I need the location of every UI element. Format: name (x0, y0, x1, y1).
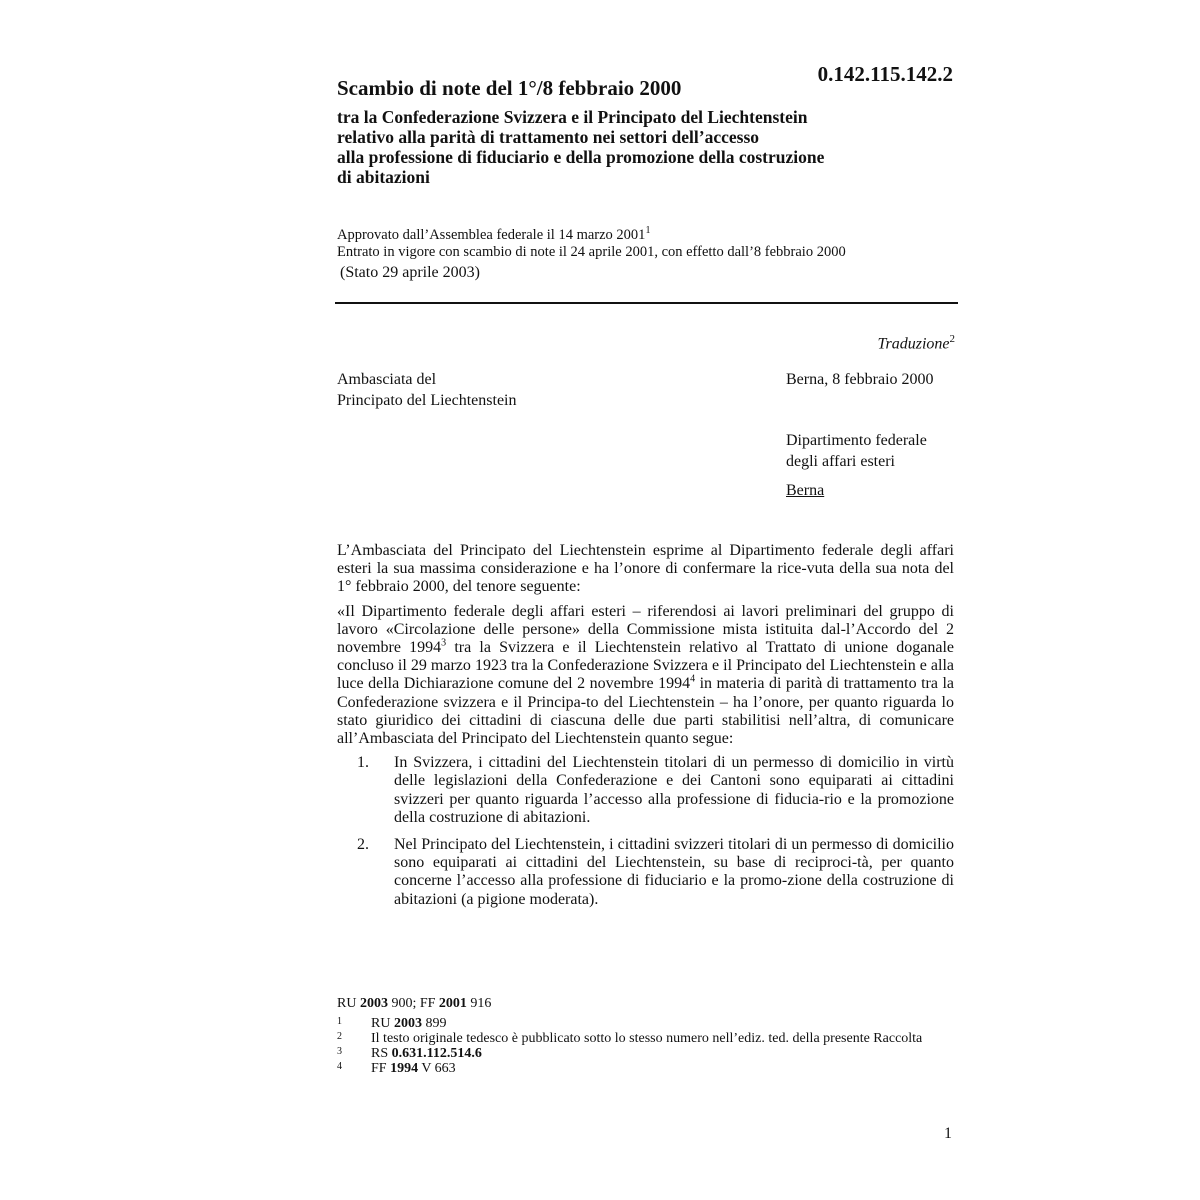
footnote-number: 4 (337, 1061, 342, 1072)
approval-info (337, 222, 846, 261)
subtitle-line: relativo alla parità di trattamento nei settori dell’accesso (337, 127, 760, 147)
list-item-text: In Svizzera, i cittadini del Liechtenstein titolari di un permesso di domicilio in virtù delle legislazioni della Confederazione e dei Cantoni sono equiparati ai cittadini svizzeri per quanto riguarda l’accesso alla professione di fiducia-rio e la promozione della costruzione di abitazioni. (394, 754, 954, 826)
footnote: 2 Il testo originale tedesco è pubblicato sotto lo stesso numero nell’ediz. ted. della presente Raccolta (337, 1031, 923, 1046)
in-force-line: Entrato in vigore con scambio di note il 24 aprile 2001, con effetto dall’8 febbraio 2000 (337, 243, 846, 260)
publication-reference: RU 2003 900; FF 2001 916 (337, 996, 492, 1011)
place-date: Berna, 8 febbraio 2000 (786, 371, 934, 388)
footnote-ref[interactable]: 1 (645, 225, 651, 236)
footnote: 3 RS 0.631.112.514.6 (337, 1046, 482, 1061)
list-item-number: 2. (357, 836, 369, 854)
list-item (337, 754, 954, 827)
footnote-number: 3 (337, 1046, 342, 1057)
status-date: (Stato 29 aprile 2003) (340, 264, 480, 281)
subtitle-line: di abitazioni (337, 167, 430, 187)
recipient-block: Dipartimento federale degli affari esteri Berna (786, 432, 927, 499)
footnote-ref[interactable]: 4 (690, 674, 696, 686)
footnote: 1 RU 2003 899 (337, 1016, 447, 1031)
sender-block: Ambasciata del Principato del Liechtenstein (337, 371, 517, 409)
letter-body (337, 542, 954, 918)
footnote-ref[interactable]: 2 (949, 333, 955, 345)
systematic-number: 0.142.115.142.2 (817, 62, 953, 86)
footnote-ref[interactable]: 3 (441, 637, 447, 649)
footnote-number: 1 (337, 1016, 342, 1027)
list-item (337, 836, 954, 909)
intro-paragraph: L’Ambasciata del Principato del Liechtenstein esprime al Dipartimento federale degli affari esteri la sua massima considerazione e ha l’onore di confermare la rice-vuta della sua nota del 1° febbraio 2000, del tenore seguente: (337, 542, 954, 596)
document-subtitle (337, 107, 937, 187)
list-item-number: 1. (357, 754, 369, 772)
header-divider (335, 302, 958, 304)
subtitle-line: alla professione di fiduciario e della promozione della costruzione (337, 147, 825, 167)
approval-line: Approvato dall’Assemblea federale il 14 marzo 2001$^1$ (337, 225, 651, 243)
list-item-text: Nel Principato del Liechtenstein, i cittadini svizzeri titolari di un permesso di domicilio sono equiparati ai cittadini del Liechtenstein, su base di reciproci-tà, per quanto concerne l’accesso alla professione di fiduciario e la promo-zione della costruzione di abitazioni (a pigione moderata). (394, 836, 954, 908)
footnote: 4 FF 1994 V 663 (337, 1061, 456, 1076)
document-title: Scambio di note del 1°/8 febbraio 2000 (337, 76, 682, 100)
page-number: 1 (944, 1125, 952, 1142)
recipient-city: Berna (786, 482, 825, 499)
subtitle-line: tra la Confederazione Svizzera e il Principato del Liechtenstein (337, 107, 808, 127)
footnote-number: 2 (337, 1031, 342, 1042)
quote-paragraph: «Il Dipartimento federale degli affari esteri – riferendosi ai lavori preliminari del gruppo di lavoro «Circolazione delle persone» della Commissione mista istituita dal-l’Accordo del 2 novembre 1994$^3$ tra la Svizzera e il Liechtenstein relativo al Trattato di unione doganale concluso il 29 marzo 1923 tra la Confederazione Svizzera e il Principato del Liechtenstein e alla luce della Dichiarazione comune del 2 novembre 1994$^4$ in materia di parità di trattamento tra la Confederazione svizzera e il Principa-to del Liechtenstein – ha l’onore, per quanto riguarda lo stato giuridico dei cittadini di ciascuna delle due parti stabilitisi nell’altra, di comunicare all’Ambasciata del Principato del Liechtenstein quanto segue: (337, 602, 955, 748)
translation-label: Traduzione$^2$ (877, 333, 955, 353)
footnotes (337, 1016, 957, 1076)
